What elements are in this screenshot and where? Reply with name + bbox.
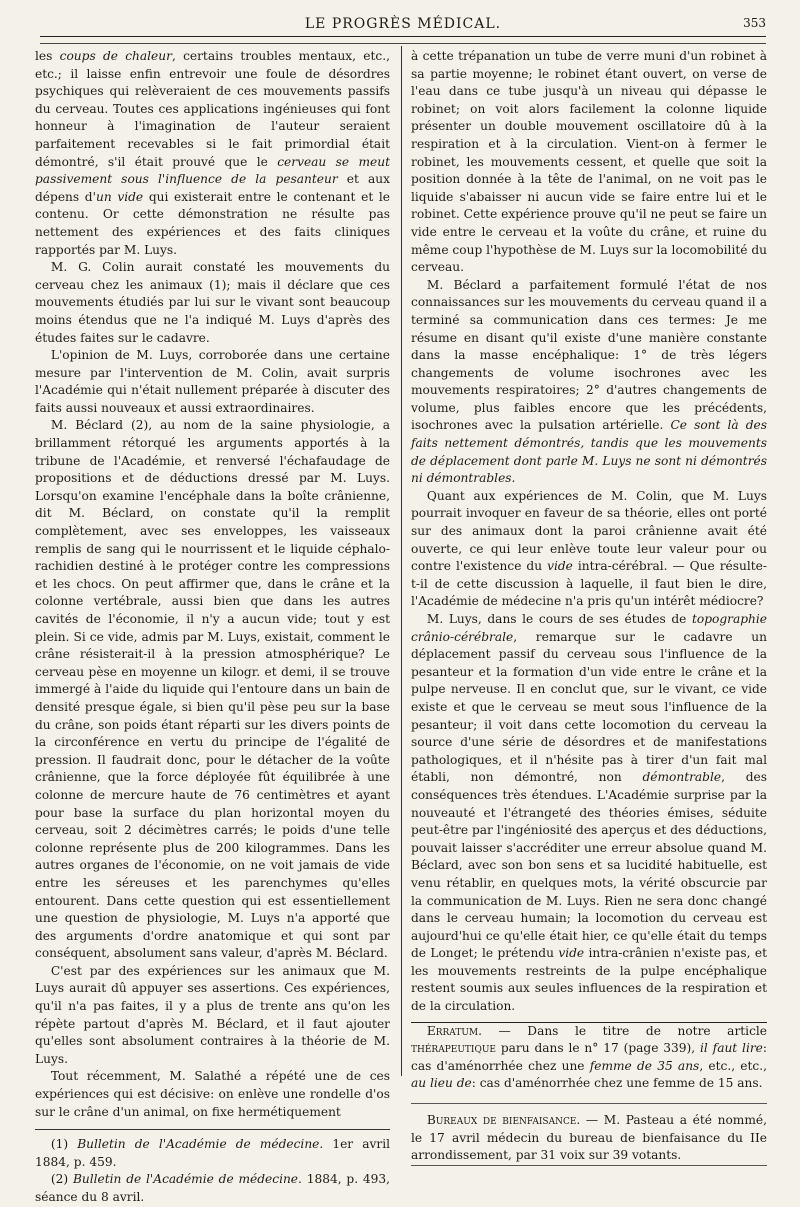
editorial-notes bbox=[411, 1023, 767, 1165]
right-column bbox=[411, 48, 767, 1166]
text-segment: intra-crânien n'existe pas, et les mouvements restreints de la pulpe encéphalique restent soumis aux seules influences de la respiration et de la circulation. bbox=[411, 946, 767, 1014]
text-segment: Bulletin de l'Académie de médecine bbox=[72, 1172, 299, 1187]
text-segment: qui existerait entre le contenant et le contenu. Or cette démonstration ne résulte pas nettement des expériences et des faits cliniques rapportés par M. Luys. bbox=[35, 189, 390, 257]
text-segment: vide bbox=[547, 559, 573, 574]
text-segment: thérapeutique bbox=[411, 1041, 496, 1056]
editorial-note bbox=[411, 1023, 767, 1093]
text-segment: cerveau se meut passivement sous l'influence de la pesanteur bbox=[35, 154, 390, 187]
text-segment: à cette trépanation un tube de verre muni d'un robinet à sa partie moyenne; le robinet étant ouvert, on verse de l'eau dans ce tube jusqu'à un niveau qui dépasse le robinet; on voit alors facilement la colonne liquide présenter un double mouvement oscillatoire dû à la respiration et à la circulation. Vient-on à fermer le robinet, les mouvements cessent, et quelle que soit la position donnée à la tête de l'animal, on ne voit pas le liquide s'abaisser ni aucun vide se faire entre lui et le robinet. Cette expérience prouve qu'il ne peut se faire un vide entre le cerveau et la voûte du crâne, et ruine du même coup l'hypothèse de M. Luys sur la locomobilité du cerveau. bbox=[411, 49, 767, 275]
text-segment: Ce sont là des faits nettement démontrés, tandis que les mouvements de déplacement dont parle M. Luys ne sont ni démontrés ni démontrables. bbox=[411, 418, 767, 486]
paragraph bbox=[411, 488, 767, 611]
paragraph bbox=[35, 417, 390, 962]
text-segment: les bbox=[35, 49, 60, 63]
text-segment: topographie crânio-cérébrale bbox=[411, 612, 767, 644]
text-segment: , remarque sur le cadavre un déplacement passif du cerveau sous l'influence de la pesanteur et la formation d'un vide entre le crâne et la pulpe nerveuse. Il en conclut que, sur le vivant, ce vide existe et que le cerveau se meut sous l'influence de la pesanteur; il voit dans cette locomotion du cerveau la source d'une série de désordres et de manifestations pathologiques, et il n'hésite pas à tirer d'un fait mal établi, non démontré, non bbox=[411, 629, 767, 785]
text-segment: un vide bbox=[95, 189, 144, 204]
text-segment: — M. Pasteau a été nommé, le 17 avril médecin du bureau de bienfaisance du IIe arrondissement, par 31 voix sur 39 votants. bbox=[411, 1113, 767, 1163]
running-header bbox=[40, 14, 766, 36]
text-segment: M. Béclard (2), au nom de la saine physiologie, a brillamment rétorqué les arguments apportés à la tribune de l'Académie, et renversé l'échafaudage de propositions et de déductions dressé par M. Luys. Lorsqu'on examine l'encéphale dans la boîte crânienne, dit M. Béclard, on constate qu'il la remplit complètement, avec ses enveloppes, les vaisseaux remplis de sang qui le nourrissent et le liquide céphalo-rachidien destiné à le protéger contre les compressions et les chocs. On peut affirmer que, dans le crâne et la colonne vertébrale, aussi bien que dans les autres cavités de l'économie, il n'y a aucun vide; tout y est plein. Si ce vide, admis par M. Luys, existait, comment le crâne résisterait-il à la pression atmosphérique? Le cerveau pèse en moyenne un kilogr. et demi, il se trouve immergé à l'aide du liquide qui l'entoure dans un bain de densité presque égale, si bien qu'il pèse peu sur la base du crâne, son poids étant réparti sur les divers points de la circonférence en vertu du principe de l'égalité de pression. Il faudrait donc, pour le détacher de la voûte crânienne, que la force déployée fût équilibrée à une colonne de mercure haute de 76 centimètres et ayant pour base la surface du plan horizontal moyen du cerveau, soit 2 décimètres carrés; le poids d'une telle colonne représente plus de 200 kilogrammes. Dans les autres organes de l'économie, on ne voit jamais de vide entre les séreuses et les parenchymes qu'elles entourent. Dans cette question qui est essentiellement une question de physiologie, M. Luys n'a apporté que des arguments d'ordre anatomique et qui sont par conséquent, absolument sans valeur, d'après M. Béclard. bbox=[35, 418, 390, 961]
text-segment: M. G. Colin aurait constaté les mouvements du cerveau chez les animaux (1); mais il déclare que ces mouvements étudiés par lui sur le vivant sont beaucoup moins étendus que ne l'a indiqué M. Luys d'après des études faites sur le cadavre. bbox=[35, 260, 390, 345]
editorial-note bbox=[411, 1112, 767, 1165]
text-segment: , certains troubles mentaux, etc., etc.; il laisse enfin entrevoir une foule de désordres psychiques qui relèveraient de ces mouvements passifs du cerveau. Toutes ces applications ingénieuses qui font honneur à l'imagination de l'auteur seraient parfaitement recevables si le fait primordial était démontré, s'il était prouvé que le bbox=[35, 49, 390, 169]
text-segment: Quant aux expériences de M. Colin, que M. Luys pourrait invoquer en faveur de sa théorie, elles ont porté sur des animaux dont la paroi crânienne avait été ouverte, ce qui leur enlève toute leur valeur pour ou contre l'existence du bbox=[411, 488, 767, 574]
text-segment: démontrable bbox=[642, 770, 722, 785]
paragraph bbox=[411, 277, 767, 488]
text-segment: . 1884, p. 493, séance du 8 avril. bbox=[35, 1172, 391, 1204]
text-segment: , etc., etc., bbox=[699, 1058, 767, 1073]
notes-box bbox=[411, 1022, 767, 1166]
footnote bbox=[35, 1171, 390, 1206]
paragraph bbox=[35, 963, 390, 1069]
header-rule bbox=[40, 36, 766, 44]
text-segment: M. Luys, dans le cours de ses études de bbox=[426, 612, 692, 626]
note-separator bbox=[411, 1103, 767, 1104]
text-segment: Bulletin de l'Académie de médecine bbox=[77, 1137, 320, 1152]
text-segment: et aux dépens d' bbox=[35, 172, 390, 204]
text-segment: il faut lire bbox=[700, 1041, 763, 1056]
right-column-text bbox=[411, 48, 767, 1016]
text-segment: au lieu de bbox=[411, 1076, 472, 1091]
paragraph bbox=[35, 1068, 390, 1121]
left-column bbox=[35, 48, 390, 1207]
text-segment: . 1er avril 1884, p. 459. bbox=[35, 1137, 390, 1169]
footnote bbox=[35, 1136, 390, 1171]
text-segment: coups de chaleur bbox=[59, 49, 172, 63]
text-segment: L'opinion de M. Luys, corroborée dans une certaine mesure par l'intervention de M. Colin, avait surpris l'Académie qui n'était nullement préparée à discuter des faits aussi nouveaux et aussi extraordinaires. bbox=[35, 348, 390, 415]
left-column-text bbox=[35, 48, 390, 1121]
text-segment: Bureaux de bienfaisance. bbox=[426, 1113, 581, 1128]
text-segment: (2) bbox=[50, 1172, 73, 1187]
text-segment: vide bbox=[558, 946, 585, 961]
text-segment: (1) bbox=[50, 1137, 78, 1152]
text-segment: M. Béclard a parfaitement formulé l'état de nos connaissances sur les mouvements du cerveau quand il a terminé sa communication dans ces termes: Je me résume en disant qu'il existe d'une manière constante dans la masse encéphalique: 1° de très légers changements de volume isochrones avec les mouvements respiratoires; 2° d'autres changements de volume, plus faibles encore que les précédents, isochrones avec la pulsation artérielle. bbox=[411, 277, 767, 433]
text-segment: , des conséquences très étendues. L'Académie surprise par la nouveauté et l'étrangeté des théories émises, séduite peut-être par l'ingéniosité des aperçus et des déductions, pouvait laisser s'accréditer une erreur absolue quand M. Béclard, avec son bon sens et sa lucidité habituelle, est venu rétablir, en quelques mots, la vérité obscurcie par la communication de M. Luys. Rien ne sera donc changé dans le cerveau humain; la locomotion du cerveau est aujourd'hui ce qu'elle était hier, ce qu'elle était du temps de Longet; le prétendu bbox=[411, 770, 767, 961]
text-segment: intra-cérébral. — Que résulte-t-il de cette discussion à laquelle, il faut bien le dire, l'Académie de médecine n'a pris qu'un intérêt médiocre? bbox=[411, 559, 767, 609]
text-segment: — Dans le titre de notre article bbox=[482, 1023, 767, 1038]
text-segment: C'est par des expériences sur les animaux que M. Luys aurait dû appuyer ses assertions. Ces expériences, qu'il n'a pas faites, il y a plus de trente ans qu'on les répète partout d'après M. Béclard, et il faut ajouter qu'elles sont absolument contraires à la théorie de M. Luys. bbox=[35, 963, 390, 1066]
paragraph bbox=[411, 611, 767, 1016]
text-segment: : cas d'aménorrhée chez une femme de 15 ans. bbox=[471, 1076, 763, 1091]
paragraph bbox=[35, 347, 390, 417]
text-segment: Erratum. bbox=[426, 1023, 482, 1038]
text-segment: : cas d'aménorrhée chez une bbox=[411, 1041, 767, 1073]
text-segment: femme de 35 ans bbox=[589, 1058, 700, 1073]
text-segment: paru dans le n° 17 (page 339), bbox=[496, 1041, 701, 1056]
page-number: 353 bbox=[743, 16, 766, 30]
text-segment: Tout récemment, M. Salathé a répété une de ces expériences qui est décisive: on enlève une rondelle d'os sur le crâne d'un animal, on fixe hermétiquement bbox=[35, 1069, 390, 1119]
journal-title: LE PROGRÈS MÉDICAL. bbox=[304, 16, 502, 32]
paragraph bbox=[411, 48, 767, 277]
footnotes bbox=[35, 1136, 390, 1206]
paragraph bbox=[35, 48, 390, 259]
column-divider bbox=[401, 46, 402, 1076]
paragraph bbox=[35, 259, 390, 347]
footnote-rule bbox=[35, 1129, 390, 1130]
